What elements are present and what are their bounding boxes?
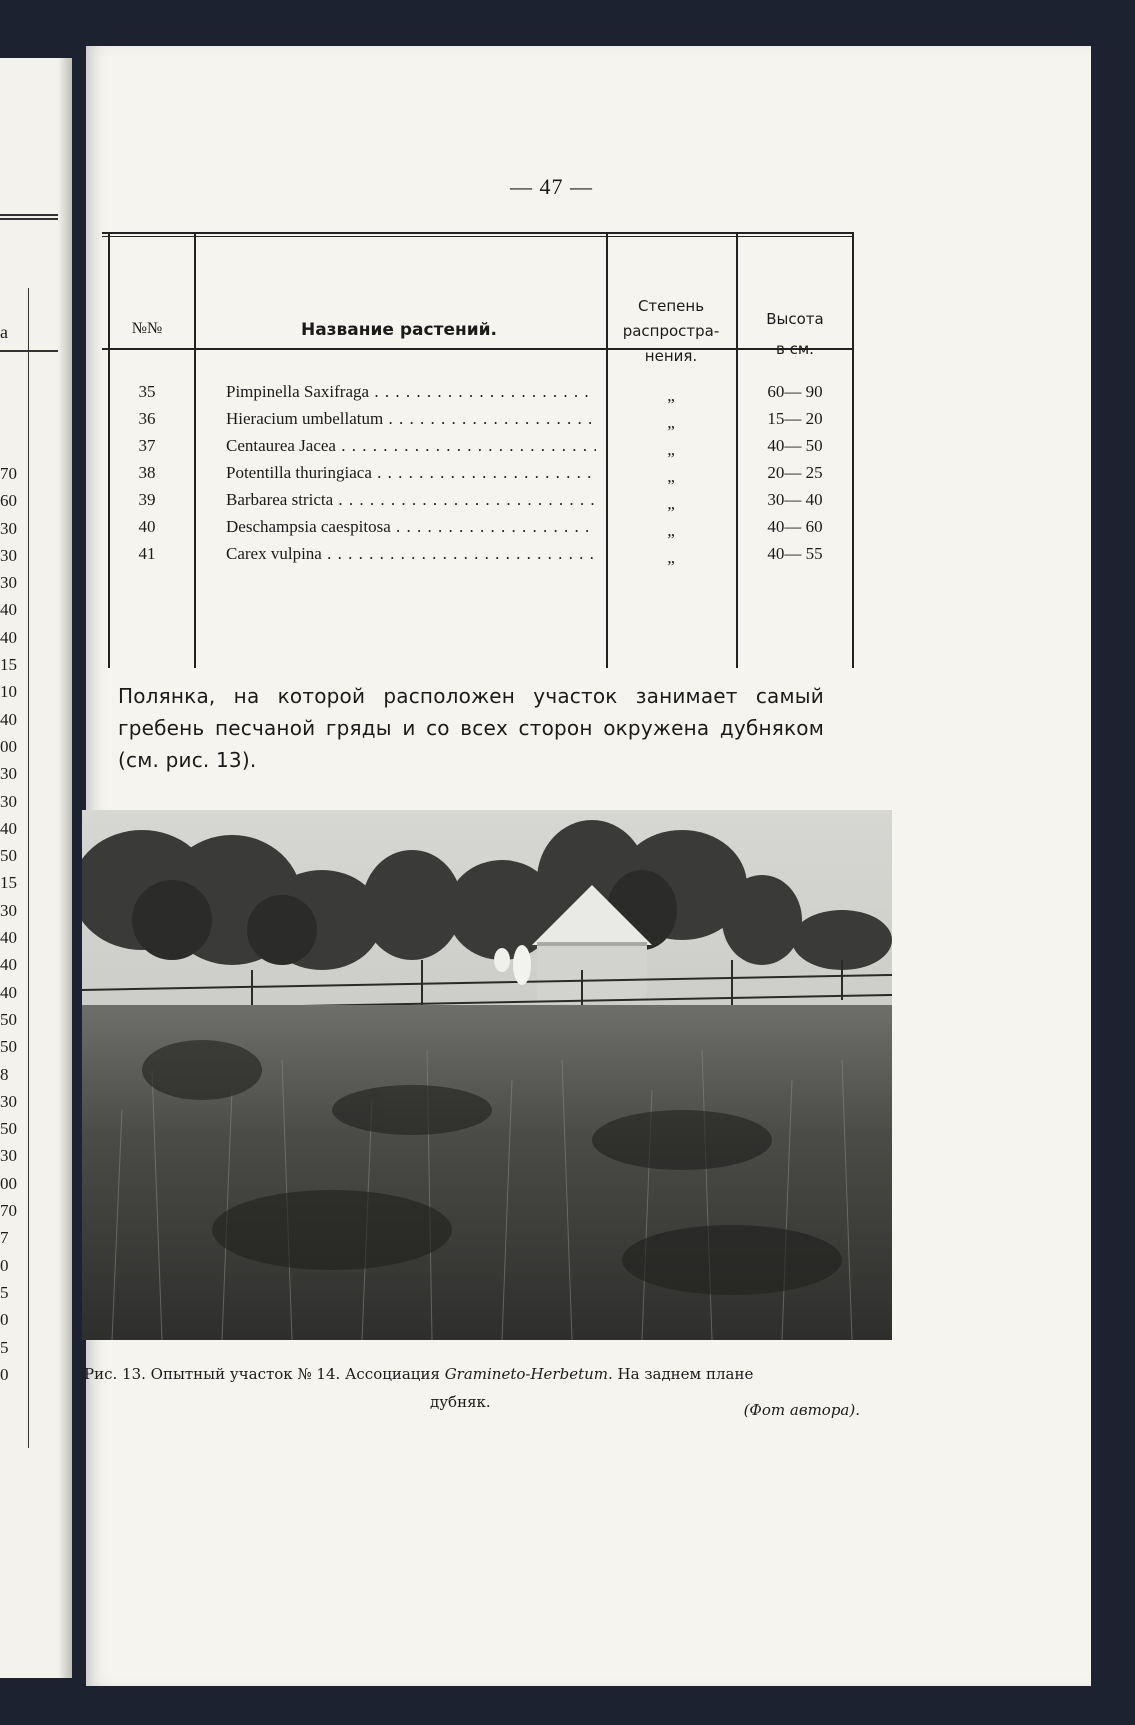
left-page-number: 15 [0,873,17,893]
caption-part-1: Рис. 13. Опытный участок № 14. Ассоциация [84,1365,445,1383]
page-number: — 47 — [510,174,593,199]
left-page-number: 50 [0,846,17,866]
table-row [102,463,854,490]
caption-continuation: дубняк. [430,1393,491,1411]
table-top-rule [102,232,854,234]
left-page-numbers [0,460,17,1388]
distribution-mark: „ [667,467,675,486]
left-page-number: 0 [0,1310,9,1330]
plant-name: Potentilla thuringiaca . . . [226,463,596,483]
height-range: 40— 60 [767,517,823,536]
height-range: 40— 50 [767,436,823,455]
caption-association-name: Gramineto-Herbetum. [444,1365,613,1383]
left-page-number: 40 [0,928,17,948]
left-page-number: 40 [0,818,17,838]
row-number: 35 [138,382,156,401]
photo-credit: (Фот автора). [743,1401,860,1419]
left-page-number: 50 [0,1037,17,1057]
left-page-number: 30 [0,1146,17,1166]
caption-text [84,1360,753,1388]
header-height [738,304,852,364]
left-page-number: 00 [0,1173,17,1193]
left-page-number: 30 [0,518,17,538]
header-distribution-line-3: нения. [644,347,698,365]
header-plant-name: Название растений. [300,320,498,340]
plant-table [102,232,854,668]
distribution-mark: „ [667,386,675,405]
left-table-column-line [28,288,29,1448]
row-number: 38 [138,463,156,482]
left-page-number: 10 [0,682,17,702]
left-page-header-letter: a [0,322,8,342]
plant-name: Centaurea Jacea . . . [226,436,596,456]
previous-page-edge [0,58,72,1678]
left-table-rule-header [0,350,58,352]
row-number: 36 [138,409,156,428]
left-page-number: 40 [0,955,17,975]
left-page-number: 5 [0,1282,9,1302]
table-top-rule-2 [102,236,854,237]
left-page-number: 40 [0,627,17,647]
left-page-number: 15 [0,655,17,675]
table-row [102,409,854,436]
header-distribution-line-1: Степень [637,297,705,315]
header-distribution [608,294,734,369]
left-page-number: 60 [0,491,17,511]
left-page-number: 0 [0,1255,9,1275]
left-page-number: 5 [0,1337,9,1357]
left-page-number: 40 [0,982,17,1002]
left-page-number: 30 [0,545,17,565]
left-table-rule-top-2 [0,218,58,220]
height-range: 40— 55 [767,544,823,563]
header-height-line-1: Высота [766,310,824,328]
caption-line-1 [84,1360,890,1388]
left-page-number: 70 [0,1201,17,1221]
plant-name: Barbarea stricta . . . [226,490,596,510]
left-page-number: 50 [0,1009,17,1029]
left-page-number: 30 [0,900,17,920]
row-number: 37 [138,436,156,455]
height-range: 20— 25 [767,463,823,482]
left-page-number: 30 [0,1091,17,1111]
table-row [102,490,854,517]
left-page-number: 0 [0,1364,9,1384]
table-row [102,517,854,544]
caption-line-2 [84,1388,890,1419]
plant-name: Deschampsia caespitosa . . . [226,517,596,537]
meadow-photo-illustration [82,810,892,1340]
figure-13-photo [82,810,892,1340]
distribution-mark: „ [667,494,675,513]
height-range: 30— 40 [767,490,823,509]
height-range: 15— 20 [767,409,823,428]
body-paragraph: Полянка, на которой расположен участок занимает самый гребень песчаной гряды и со всех сторон окружена дубняком (см. рис. 13). [118,684,824,772]
left-page-number: 8 [0,1064,9,1084]
plant-name: Pimpinella Saxifraga . . . [226,382,596,402]
figure-caption [84,1360,890,1419]
plant-name: Carex vulpina . . . [226,544,596,564]
left-page-number: 50 [0,1119,17,1139]
plant-name: Hieracium umbellatum . . . [226,409,596,429]
row-number: 41 [138,544,156,563]
distribution-mark: „ [667,440,675,459]
left-page-number: 30 [0,764,17,784]
left-page-number: 7 [0,1228,9,1248]
row-number: 40 [138,517,156,536]
left-page-number: 70 [0,464,17,483]
height-range: 60— 90 [767,382,823,401]
left-page-number: 00 [0,736,17,756]
table-row [102,436,854,463]
gutter-shadow [58,58,72,1678]
header-number: №№ [131,320,163,337]
left-page-number: 30 [0,791,17,811]
left-page-number: 30 [0,573,17,593]
caption-part-2: На заднем плане [612,1365,754,1383]
left-page-number: 40 [0,709,17,729]
left-table-rule-top [0,214,58,216]
table-row [102,544,854,571]
distribution-mark: „ [667,413,675,432]
row-number: 39 [138,490,156,509]
table-row [102,382,854,409]
header-distribution-line-2: распростра- [622,322,720,340]
distribution-mark: „ [667,521,675,540]
book-page [86,46,1091,1686]
header-height-line-2: в см. [776,340,814,358]
distribution-mark: „ [667,548,675,567]
left-page-number: 40 [0,600,17,620]
